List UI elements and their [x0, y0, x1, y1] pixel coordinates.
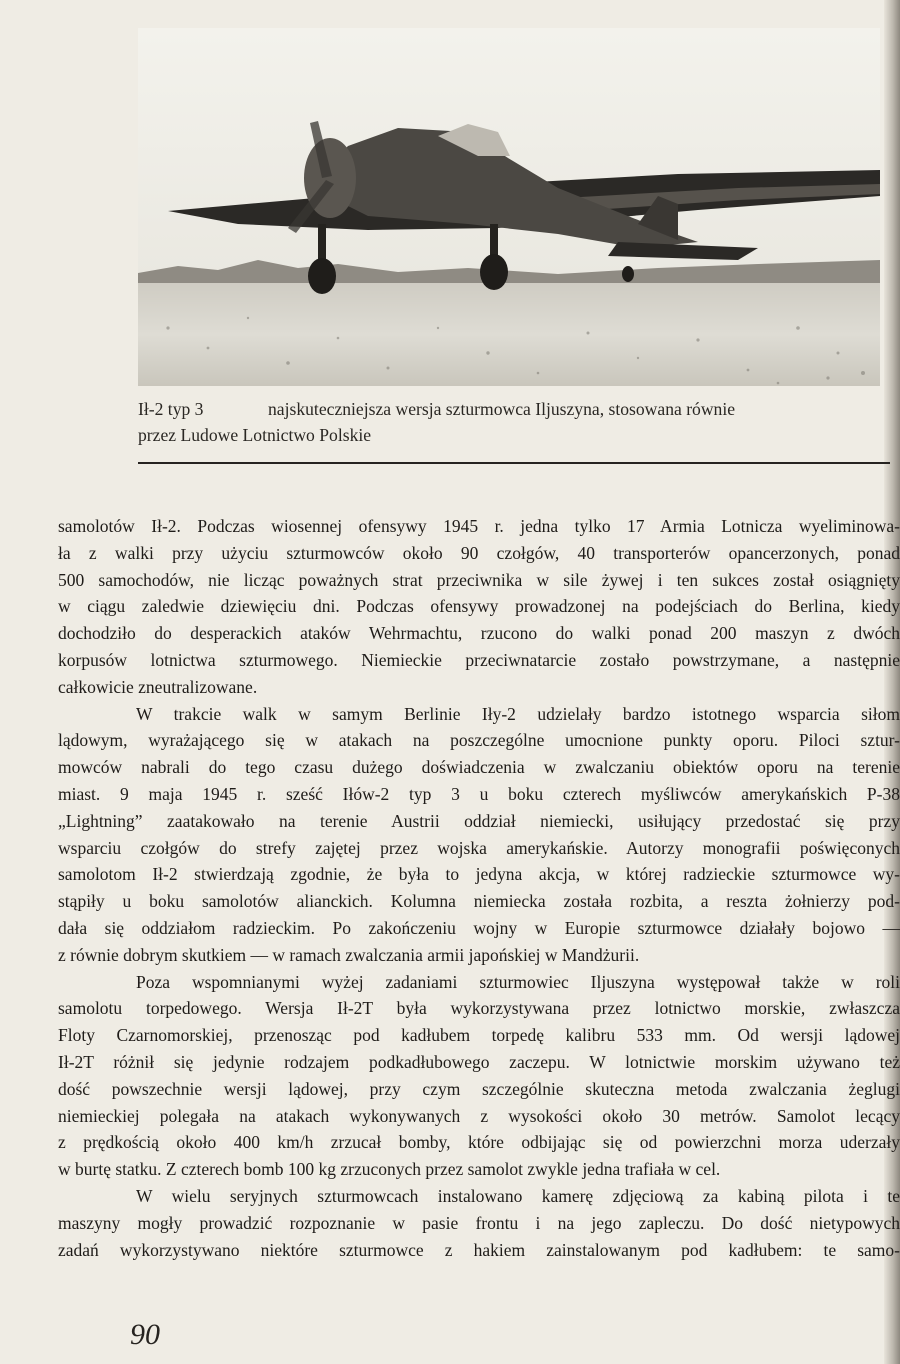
text-line: dochodziło do desperackich ataków Wehrmachtu, rzucono do walki ponad 200 maszyn z dwóch: [58, 623, 900, 644]
caption-line-1: najskuteczniejsza wersja szturmowca Iljuszyna, stosowana równie: [268, 399, 736, 419]
text-line: dość powszechnie wersji lądowej, przy czym szczególnie skuteczna metoda zwalczania żeglugi: [58, 1078, 900, 1099]
text-line: wsparciu czołgów do strefy zajętej przez wojska amerykańskie. Autorzy monografii poświęconych: [58, 837, 900, 858]
text-line: „Lightning” zaatakowało na terenie Austrii oddział niemiecki, usiłujący przedostać się przy: [58, 810, 900, 831]
photo-caption: [138, 396, 886, 448]
text-line: Poza wspomnianymi wyżej zadaniami szturmowiec Iljuszyna występował także w roli: [136, 971, 900, 992]
text-line: z równie dobrym skutkiem — w ramach zwalczania armii japońskiej w Mandżurii.: [58, 944, 640, 965]
text-line: samolotów Ił-2. Podczas wiosennej ofensywy 1945 r. jedna tylko 17 Armia Lotnicza wyeliminowa-: [58, 516, 900, 536]
text-line: całkowicie zneutralizowane.: [58, 676, 258, 697]
caption-divider: [138, 462, 890, 464]
text-line: dała się oddziałom radzieckim. Po zakończeniu wojny w Europie szturmowce działały bojowo —: [58, 917, 900, 938]
text-line: w burtę statku. Z czterech bomb 100 kg zrzuconych przez samolot zwykle jedna trafiała w cel.: [58, 1159, 721, 1180]
text-line: korpusów lotnictwa szturmowego. Niemieckie przeciwnatarcie zostało powstrzymane, a następnie: [58, 649, 900, 670]
text-line: mowców nabrali do tego czasu dużego doświadczenia w zwalczaniu obiektów oporu na terenie: [58, 757, 900, 778]
aircraft-photo: [138, 28, 880, 386]
text-line: 500 samochodów, nie licząc poważnych strat przeciwnika w sile żywej i ten sukces został osiągnięty: [58, 569, 900, 590]
text-line: miast. 9 maja 1945 r. sześć Iłów-2 typ 3 u boku czterech myśliwców amerykańskich P-38: [58, 783, 900, 804]
body-text: [58, 513, 900, 1263]
text-line: z prędkością około 400 km/h zrzucał bomby, które odbijając się od powierzchni morza uderzały: [58, 1132, 900, 1153]
airplane-photo-icon: [138, 28, 880, 386]
text-line: niemieckiej polegała na atakach wykonywanych z wysokości około 30 metrów. Samolot lecący: [58, 1105, 900, 1126]
text-line: samolotu torpedowego. Wersja Ił-2T była wykorzystywana przez lotnictwo morskie, zwłaszcza: [58, 998, 900, 1019]
text-line: Ił-2T różnił się jedynie rodzajem podkadłubowego zaczepu. W lotnictwie morskim używano też: [58, 1051, 900, 1072]
text-line: zadań wykorzystywano niektóre szturmowce z hakiem zainstalowanym pod kadłubem: te samo-: [58, 1239, 900, 1260]
text-line: W wielu seryjnych szturmowcach instalowano kamerę zdjęciową za kabiną pilota i te: [136, 1185, 900, 1206]
text-line: w ciągu zaledwie dziewięciu dni. Podczas ofensywy prowadzonej na podejściach do Berlina, kiedy: [58, 596, 900, 617]
text-line: samolotom Ił-2 stwierdzają zgodnie, że była to jedyna akcja, w której radzieckie szturmowce wy-: [58, 864, 900, 885]
text-line: lądowym, wyrażającego się w atakach na poszczególne umocnione punkty oporu. Piloci sztur-: [58, 730, 900, 751]
text-line: Floty Czarnomorskiej, przenosząc pod kadłubem torpedę kalibru 533 mm. Od wersji lądowej: [58, 1025, 900, 1046]
page-number: 90: [130, 1318, 160, 1351]
caption-number: Ił-2 typ 3: [138, 399, 204, 419]
text-line: W trakcie walk w samym Berlinie Iły-2 udzielały bardzo istotnego wsparcia siłom: [136, 703, 900, 724]
text-line: ła z walki przy użyciu szturmowców około 90 czołgów, 40 transporterów opancerzonych, ponad: [58, 542, 900, 563]
caption-line-2: przez Ludowe Lotnictwo Polskie: [138, 425, 372, 445]
text-line: maszyny mogły prowadzić rozpoznanie w pasie frontu i na jego zapleczu. Do dość nietypowych: [58, 1212, 900, 1233]
text-line: stąpiły u boku samolotów alianckich. Kolumna niemiecka została rozbita, a reszta żołnierzy pod-: [58, 891, 900, 912]
